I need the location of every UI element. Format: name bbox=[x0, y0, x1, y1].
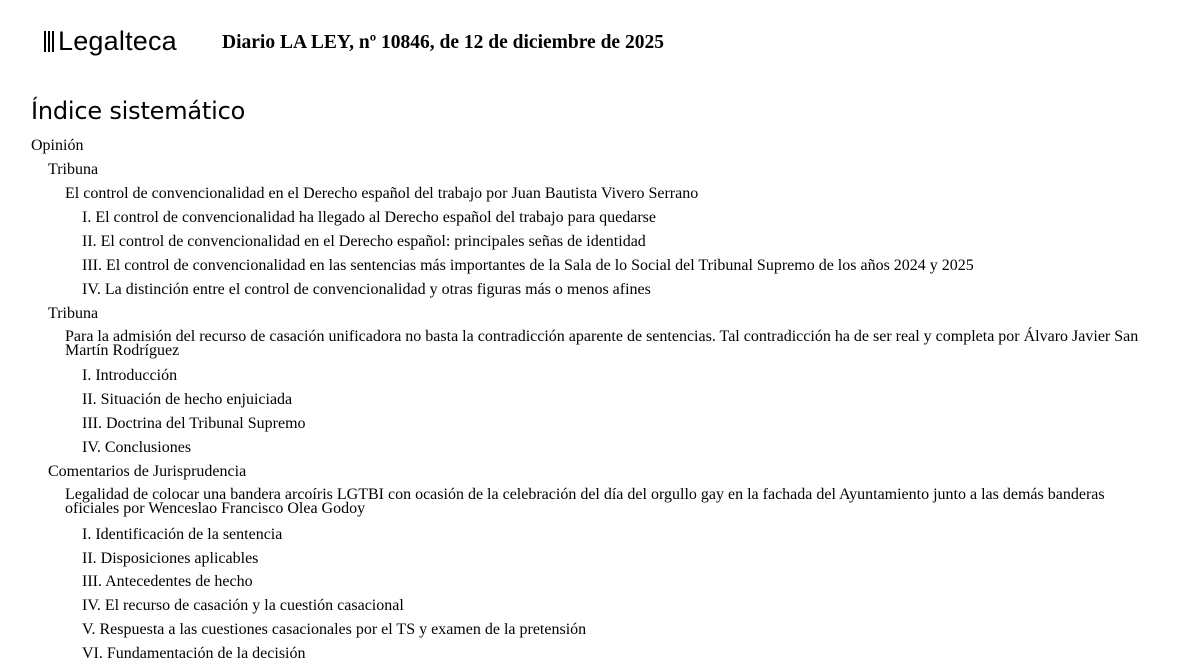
logo-text: Legalteca bbox=[58, 25, 177, 56]
toc-subsection[interactable]: Comentarios de Jurisprudencia bbox=[48, 463, 247, 480]
toc-chapter[interactable]: V. Respuesta a las cuestiones casacionales por el TS y examen de la pretensión bbox=[82, 621, 587, 638]
diario-title: Diario LA LEY, nº 10846, de 12 de diciembre de 2025 bbox=[222, 32, 664, 53]
toc-chapter[interactable]: III. Antecedentes de hecho bbox=[82, 573, 253, 590]
toc-chapter[interactable]: IV. La distinción entre el control de convencionalidad y otras figuras más o menos afines bbox=[82, 281, 651, 298]
toc-chapter[interactable]: IV. El recurso de casación y la cuestión casacional bbox=[82, 597, 404, 614]
toc-article[interactable]: Para la admisión del recurso de casación unificadora no basta la contradicción aparente de sentencias. Tal contradicción ha de ser real y completa por Álvaro Javier San Martín Rodríguez bbox=[65, 328, 1139, 359]
toc-subsection[interactable]: Tribuna bbox=[48, 161, 99, 178]
toc-chapter[interactable]: IV. Conclusiones bbox=[82, 439, 192, 456]
toc-chapter[interactable]: VI. Fundamentación de la decisión bbox=[82, 645, 306, 662]
toc-chapter[interactable]: I. El control de convencionalidad ha llegado al Derecho español del trabajo para quedarse bbox=[82, 209, 656, 226]
toc-chapter[interactable]: I. Identificación de la sentencia bbox=[82, 526, 283, 543]
header bbox=[44, 24, 664, 58]
logo-bars-icon bbox=[44, 30, 56, 52]
index-title: Índice sistemático bbox=[31, 97, 246, 125]
toc-article[interactable]: El control de convencionalidad en el Derecho español del trabajo por Juan Bautista Vivero Serrano bbox=[65, 185, 699, 202]
toc-chapter[interactable]: II. Situación de hecho enjuiciada bbox=[82, 391, 293, 408]
toc-chapter[interactable]: I. Introducción bbox=[82, 367, 178, 384]
toc-chapter[interactable]: II. Disposiciones aplicables bbox=[82, 550, 259, 567]
toc-subsection[interactable]: Tribuna bbox=[48, 305, 99, 322]
toc-section[interactable]: Opinión bbox=[31, 137, 84, 154]
legalteca-logo[interactable] bbox=[44, 26, 222, 57]
toc-chapter[interactable]: III. Doctrina del Tribunal Supremo bbox=[82, 415, 306, 432]
toc-chapter[interactable]: III. El control de convencionalidad en las sentencias más importantes de la Sala de lo Social del Tribunal Supremo de los años 2024 y 2025 bbox=[82, 257, 974, 274]
toc-chapter[interactable]: II. El control de convencionalidad en el Derecho español: principales señas de identidad bbox=[82, 233, 646, 250]
toc-article[interactable]: Legalidad de colocar una bandera arcoíris LGTBI con ocasión de la celebración del día del orgullo gay en la fachada del Ayuntamiento junto a las demás banderas oficiales por Wenceslao Francisco Olea Godoy bbox=[65, 486, 1105, 517]
